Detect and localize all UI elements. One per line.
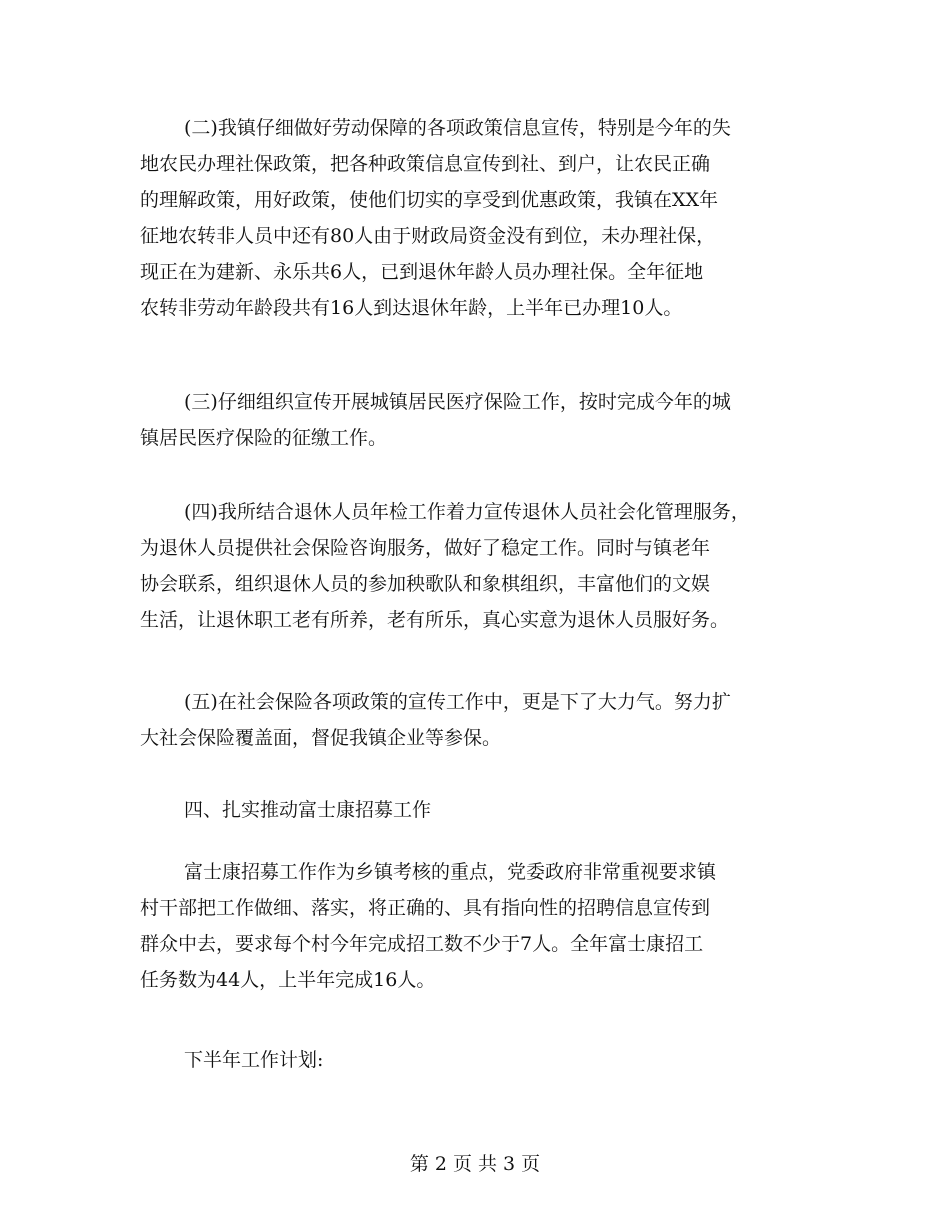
section-heading-foxconn [140,792,820,828]
text-line: (四)我所结合退休人员年检工作着力宣传退休人员社会化管理服务， [184,501,750,523]
paragraph-policy-publicity [140,110,820,326]
text-line: 农转非劳动年龄段共有16人到达退休年龄，上半年已办理10人。 [140,297,683,319]
text-line: 生活，让退休职工老有所养，老有所乐，真心实意为退休人员服好务。 [140,609,730,631]
text-line: 村干部把工作做细、落实，将正确的、具有指向性的招聘信息宣传到 [140,897,711,919]
paragraph-foxconn-recruitment [140,854,820,998]
text-line: 协会联系，组织退休人员的参加秧歌队和象棋组织，丰富他们的文娱 [140,573,711,595]
text-line: 大社会保险覆盖面，督促我镇企业等参保。 [140,727,502,749]
text-line: 富士康招募工作作为乡镇考核的重点，党委政府非常重视要求镇 [184,861,717,883]
paragraph-medical-insurance [140,384,820,456]
text-line: 任务数为44人，上半年完成16人。 [140,969,436,991]
text-line: (五)在社会保险各项政策的宣传工作中，更是下了大力气。努力扩 [184,691,731,713]
text-line: 征地农转非人员中还有80人由于财政局资金没有到位，未办理社保， [140,225,716,247]
section-heading-work-plan [140,1042,820,1078]
text-line: 镇居民医疗保险的征缴工作。 [140,427,388,449]
page-number: 第 2 页 共 3 页 [409,1153,541,1175]
text-line: 为退休人员提供社会保险咨询服务，做好了稳定工作。同时与镇老年 [140,537,711,559]
text-line: 下半年工作计划: [184,1049,324,1071]
text-line: 地农民办理社保政策，把各种政策信息宣传到社、到户，让农民正确 [140,153,711,175]
text-line: 四、扎实推动富士康招募工作 [184,799,432,821]
paragraph-retiree-services [140,494,820,638]
text-line: 现正在为建新、永乐共6人，已到退休年龄人员办理社保。全年征地 [140,261,704,283]
text-line: 的理解政策，用好政策，使他们切实的享受到优惠政策，我镇在XX年 [140,189,719,211]
paragraph-insurance-coverage [140,684,820,756]
text-line: (二)我镇仔细做好劳动保障的各项政策信息宣传，特别是今年的失 [184,117,731,139]
text-line: (三)仔细组织宣传开展城镇居民医疗保险工作，按时完成今年的城 [184,391,731,413]
text-line: 群众中去，要求每个村今年完成招工数不少于7人。全年富士康招工 [140,933,704,955]
